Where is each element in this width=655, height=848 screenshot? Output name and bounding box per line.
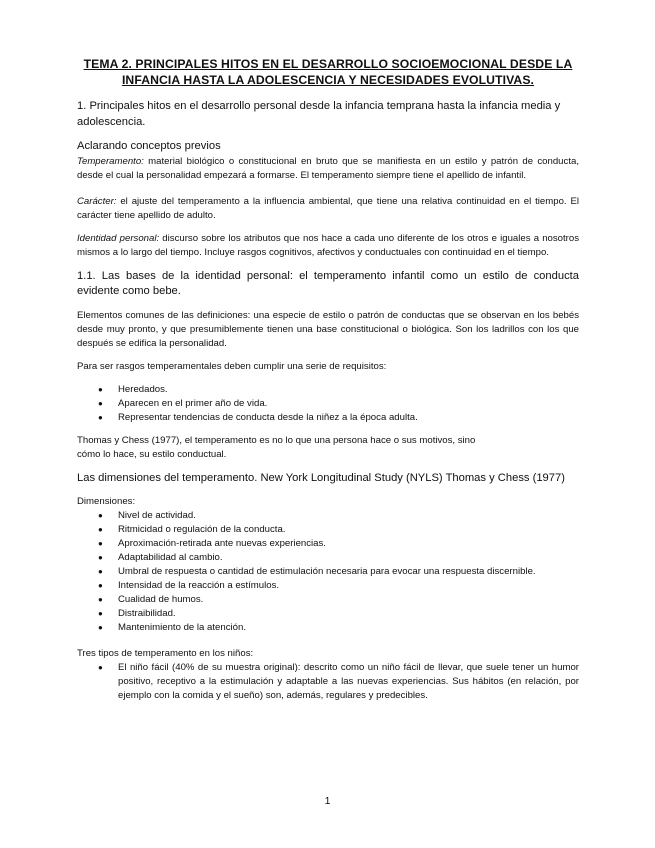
list-item: ● Heredados.: [98, 383, 168, 395]
page-number: 1: [324, 795, 331, 807]
heading-1-1: 1.1. Las bases de la identidad personal: el temperamento infantil como un estilo de conducta evidente como bebe.: [77, 269, 579, 297]
thomas-line-1: Thomas y Chess (1977), el temperamento es no lo que una persona hace o sus motivos, sino: [77, 434, 476, 446]
bullet-icon: ●: [98, 539, 103, 548]
list-item: ● El niño fácil (40% de su muestra original): descrito como un niño fácil de llevar, que suele tener un humor positivo, receptivo a la estimulación y adaptable a las nuevas experiencias. Sus hábitos (en relación, por ejemplo con la comida y el sueño) son, además, regulares y predecibles.: [98, 662, 579, 701]
list-item: ● Umbral de respuesta o cantidad de estimulación necesaria para evocar una respuesta discernible.: [98, 566, 536, 577]
list-item: ● Cualidad de humos.: [98, 594, 204, 605]
list-item: ● Ritmicidad o regulación de la conducta.: [98, 524, 286, 535]
heading-1: 1. Principales hitos en el desarrollo personal desde la infancia temprana hasta la infancia media y adolescencia.: [77, 100, 561, 128]
def-temperamento: material biológico o constitucional en bruto que se manifiesta en un estilo y patrón de conducta, desde el cual la personalidad empezará a formarse. El temperamento siempre tiene el apellido de infantil.: [77, 155, 579, 181]
tipos-intro: Tres tipos de temperamento en los niños:: [77, 648, 254, 659]
paragraph-thomas: [77, 434, 579, 462]
bullet-icon: ●: [98, 384, 103, 394]
dimensiones-list: [77, 509, 579, 635]
subheading-concepts: Aclarando conceptos previos: [77, 140, 221, 152]
definition-identidad: [77, 232, 579, 260]
dimensiones-heading: Las dimensiones del temperamento. New York Longitudinal Study (NYLS) Thomas y Chess (1977): [77, 471, 565, 484]
tipos-list: [77, 661, 579, 703]
list-item: ● Aproximación-retirada ante nuevas experiencias.: [98, 538, 326, 549]
list-item: ● Representar tendencias de conducta desde la niñez a la época adulta.: [98, 411, 418, 423]
def-identidad: discurso sobre los atributos que nos hace a cada uno diferente de los otros e iguales a nosotros mismos a lo largo del tiempo. Incluye rasgos cognitivos, afectivos y conductuales con continuidad en el tiempo.: [77, 232, 579, 258]
title-line-1: TEMA 2. PRINCIPALES HITOS EN EL DESARROLLO SOCIOEMOCIONAL DESDE LA: [83, 57, 573, 71]
list-item: ● Distraibilidad.: [98, 608, 176, 619]
bullet-icon: ●: [98, 623, 103, 632]
dimensiones-intro: Dimensiones:: [77, 496, 136, 507]
bullet-icon: ●: [98, 581, 103, 590]
bullet-icon: ●: [98, 412, 103, 422]
def-caracter: el ajuste del temperamento a la influencia ambiental, que tiene una relativa continuidad en el tiempo. El carácter tiene apellido de adulto.: [77, 195, 579, 221]
list-item: ● Intensidad de la reacción a estímulos.: [98, 580, 280, 591]
thomas-line-2: cómo lo hace, su estilo conductual.: [77, 448, 227, 460]
term-identidad: Identidad personal:: [77, 232, 160, 244]
bullet-icon: ●: [98, 595, 103, 604]
bullet-icon: ●: [98, 567, 103, 576]
bullet-icon: ●: [98, 398, 103, 408]
bullet-icon: ●: [98, 525, 103, 534]
list-item: ● Adaptabilidad al cambio.: [98, 552, 223, 563]
list-item: ● Nivel de actividad.: [98, 510, 196, 521]
paragraph-elementos: Elementos comunes de las definiciones: una especie de estilo o patrón de conductas que se observan en los bebés desde muy pronto, y que presumiblemente tienen una base constitucional o biológica. Son los ladrillos con los que después se edifica la personalidad.: [77, 309, 579, 349]
definition-caracter: [77, 195, 579, 223]
document-title: [77, 56, 579, 88]
bullet-icon: ●: [98, 609, 103, 618]
bullet-icon: ●: [98, 663, 103, 672]
bullet-icon: ●: [98, 511, 103, 520]
term-temperamento: Temperamento:: [77, 155, 144, 167]
definition-temperamento: [77, 155, 579, 183]
list-item: ● Aparecen en el primer año de vida.: [98, 397, 268, 409]
term-caracter: Carácter:: [77, 195, 117, 207]
list-item: ● Mantenimiento de la atención.: [98, 622, 246, 633]
requisitos-intro: Para ser rasgos temperamentales deben cumplir una serie de requisitos:: [77, 360, 387, 372]
title-line-2: INFANCIA HASTA LA ADOLESCENCIA Y NECESIDADES EVOLUTIVAS.: [121, 73, 535, 87]
requisitos-list: [77, 383, 579, 425]
bullet-icon: ●: [98, 553, 103, 562]
